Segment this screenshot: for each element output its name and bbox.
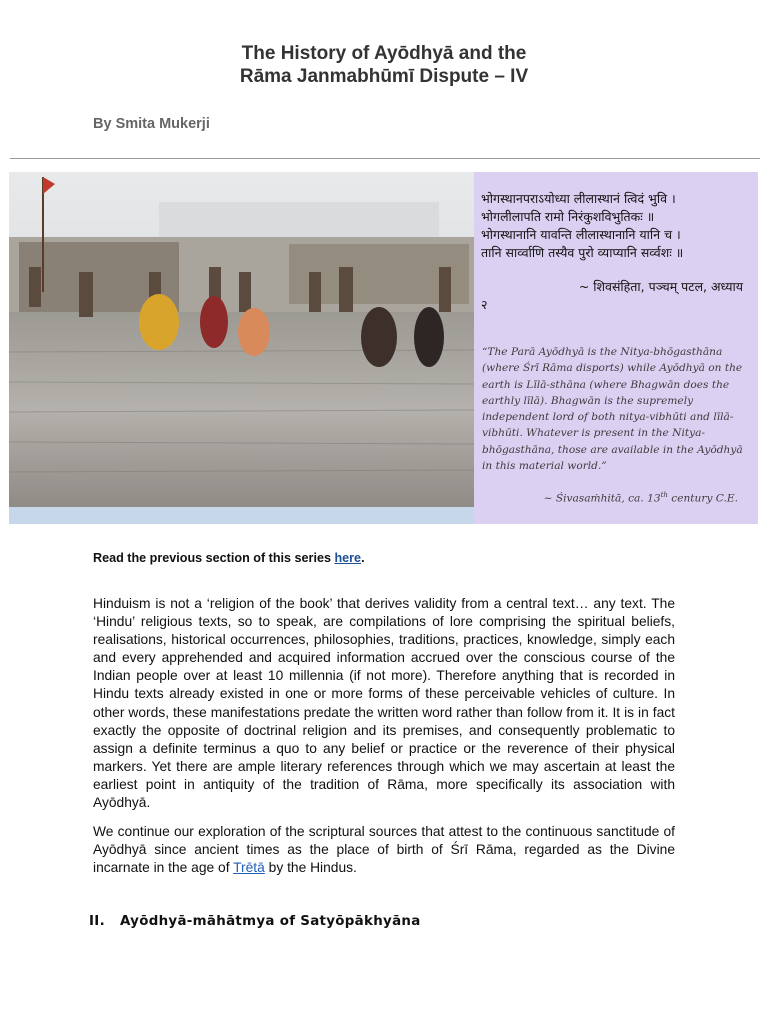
section-title: Ayōdhyā-māhātmya of Satyōpākhyāna bbox=[120, 914, 421, 929]
attr-suffix: century C.E. bbox=[667, 492, 738, 505]
banner bbox=[9, 172, 758, 524]
title-line-1: The History of Ayōdhyā and the bbox=[241, 43, 527, 64]
previous-section-link[interactable]: here bbox=[334, 551, 362, 565]
page-title bbox=[0, 42, 768, 88]
paragraph-continue bbox=[93, 823, 675, 877]
title-line-2: Rāma Janmabhūmī Dispute – IV bbox=[239, 66, 529, 87]
prev-suffix: . bbox=[361, 551, 365, 565]
section-number: II. bbox=[89, 914, 105, 929]
verse-translation: “The Parā Ayōdhyā is the Nitya-bhōgasthāna (where Śrī Rāma disports) while Ayōdhyā on the earth is Līlā-sthāna (where Bhagwān does the earthly līlā). Bhagwān is the supremely independent lord of both nitya-vibhūti and līlā-vibhūti. Whatever is present in the Nitya-bhōgasthāna, those are available in the Ayōdhyā in this material world.” bbox=[482, 346, 743, 473]
sanskrit-line: भोगलीलापति रामो निरंकुशविभुतिकः ॥ bbox=[481, 209, 655, 224]
sanskrit-verse bbox=[481, 190, 753, 262]
sanskrit-attribution-cont: २ bbox=[481, 297, 488, 312]
sanskrit-line: भोगस्थानपराऽयोध्या लीलास्थानं त्विदं भुवि । bbox=[481, 191, 676, 206]
prev-prefix: Read the previous section of this series bbox=[93, 551, 335, 565]
treta-link[interactable]: Trētā bbox=[233, 860, 265, 876]
p2-text: We continue our exploration of the scriptural sources that attest to the continuous sanctitude of Ayōdhyā since ancient times as the place of birth of Śrī Rāma, regarded as the Divine incarnate in the age of bbox=[93, 824, 675, 876]
sanskrit-line: भोगस्थानानि यावन्ति लीलास्थानानि यानि च । bbox=[481, 227, 681, 242]
author-byline: By Smita Mukerji bbox=[93, 116, 210, 132]
section-heading bbox=[89, 914, 421, 929]
sanskrit-line: तानि सार्व्वाणि तस्यैव पुरो व्याप्यानि सर्व्वशः ॥ bbox=[481, 245, 684, 260]
translation-attribution bbox=[482, 491, 738, 505]
p2-text-end: by the Hindus. bbox=[264, 860, 357, 876]
attr-superscript: th bbox=[660, 491, 668, 499]
header-divider bbox=[10, 158, 760, 159]
sanskrit-attribution: ~ शिवसंहिता, पञ्चम् पटल, अध्याय bbox=[578, 279, 743, 294]
river-ganga-photo bbox=[9, 172, 474, 524]
attr-prefix: ~ Śivasaṁhitā, ca. 13 bbox=[543, 492, 661, 505]
verse-panel bbox=[474, 172, 758, 524]
previous-section-note bbox=[93, 551, 365, 565]
paragraph-intro: Hinduism is not a ‘religion of the book’ that derives validity from a central text… any text. The ‘Hindu’ religious texts, so to speak, are compilations of lore comprising the spiritual beliefs, realisations, historical occurrences, philosophies, traditions, practices, knowledge, simply each and every apprehended and acquired information accrued over the conscious course of the Indian people over at least 10 millennia (if not more). Therefore anything that is recorded in Hindu texts already existed in one or more forms of these perceivable vehicles of culture. In other words, these manifestations predate the written word rather than follow from it. It is in fact exactly the opposite of doctrinal religion and its premises, and consequently problematic to assign a definite terminus a quo to any belief or practice or the reverence of their physical markers. Yet there are ample literary references through which we may ascertain at least the earliest point in antiquity of the tradition of Rāma, more specifically its association with Ayōdhyā. bbox=[93, 596, 675, 811]
